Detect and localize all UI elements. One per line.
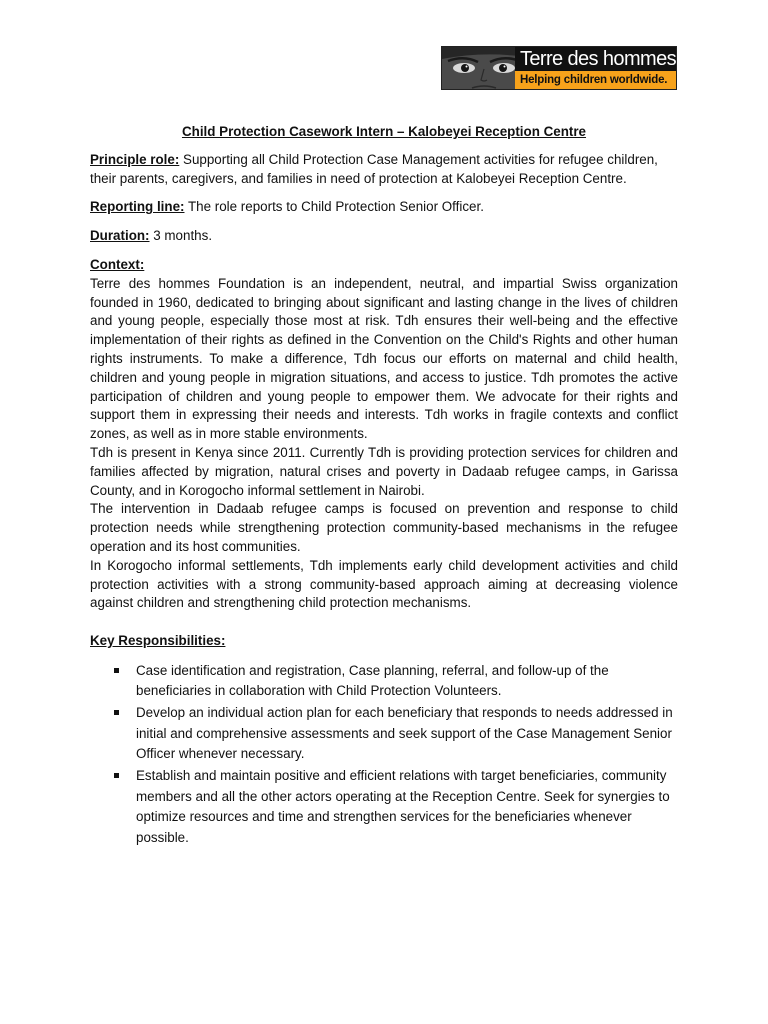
logo-name: Terre des hommes <box>515 47 676 71</box>
responsibility-text: Case identification and registration, Case planning, referral, and follow-up of the beneficiaries in collaboration with Child Protection Volunteers. <box>136 662 609 699</box>
context-paragraph: The intervention in Dadaab refugee camps is focused on prevention and response to child protection needs while strengthening protection community-based mechanisms in the refugee operation and its host communities. <box>90 501 678 554</box>
logo-tagline: Helping children worldwide. <box>515 71 676 89</box>
key-responsibilities-heading: Key Responsibilities: <box>90 633 226 649</box>
child-eyes-photo <box>442 47 515 89</box>
square-bullet-icon <box>114 668 119 673</box>
context-paragraph: In Korogocho informal settlements, Tdh implements early child development activities and child protection activities with a strong community-based approach aiming at decreasing violence against children and strengthening child protection mechanisms. <box>90 557 678 611</box>
reporting-line-text: The role reports to Child Protection Senior Officer. <box>184 199 484 215</box>
duration-paragraph <box>90 227 678 246</box>
responsibilities-list <box>90 661 678 849</box>
principle-role-label: Principle role: <box>90 151 180 167</box>
logo-text-block <box>515 47 676 89</box>
list-item <box>90 661 678 702</box>
responsibility-text: Establish and maintain positive and efficient relations with target beneficiaries, community members and all the other actors operating at the Reception Centre. Seek for synergies to optimize resources and time and strengthen services for the beneficiaries whenever possible. <box>136 768 670 845</box>
responsibility-text: Develop an individual action plan for each beneficiary that responds to needs addressed in initial and comprehensive assessments and seek support of the Case Management Senior Officer whenever necessary. <box>136 705 673 762</box>
reporting-line-paragraph <box>90 198 678 217</box>
terre-des-hommes-logo <box>441 46 677 90</box>
list-item <box>90 703 678 765</box>
square-bullet-icon <box>114 773 119 778</box>
context-paragraph: Terre des hommes Foundation is an independent, neutral, and impartial Swiss organization founded in 1960, dedicated to bringing about significant and lasting change in the lives of children and young people, especially those most at risk. Tdh ensures their well-being and the effective implementation of their rights as defined in the Convention on the Child's Rights and other human rights instruments. To make a difference, Tdh focus our efforts on maternal and child health, children and young people in migration situations, and access to justice. Tdh promotes the active participation of children and young people to empower them. We advocate for their rights and support them in expressing their needs and interests. Tdh works in fragile contexts and conflict zones, as well as in more stable environments. <box>90 275 678 442</box>
duration-label: Duration: <box>90 228 150 244</box>
duration-text: 3 months. <box>149 228 213 244</box>
square-bullet-icon <box>114 710 119 715</box>
context-paragraph: Tdh is present in Kenya since 2011. Currently Tdh is providing protection services for children and families affected by migration, natural crises and poverty in Dadaab refugee camps, in Garissa County, and in Korogocho informal settlement in Nairobi. <box>90 444 678 498</box>
list-item <box>90 766 678 848</box>
principle-role-paragraph <box>90 151 678 189</box>
reporting-line-label: Reporting line: <box>90 199 185 215</box>
document-title: Child Protection Casework Intern – Kalobeyei Reception Centre <box>181 124 587 139</box>
document-content <box>90 123 678 850</box>
context-heading: Context: <box>90 256 145 272</box>
child-face-image <box>442 47 515 89</box>
principle-role-text: Supporting all Child Protection Case Management activities for refugee children, their parents, caregivers, and families in need of protection at Kalobeyei Reception Centre. <box>90 151 658 186</box>
